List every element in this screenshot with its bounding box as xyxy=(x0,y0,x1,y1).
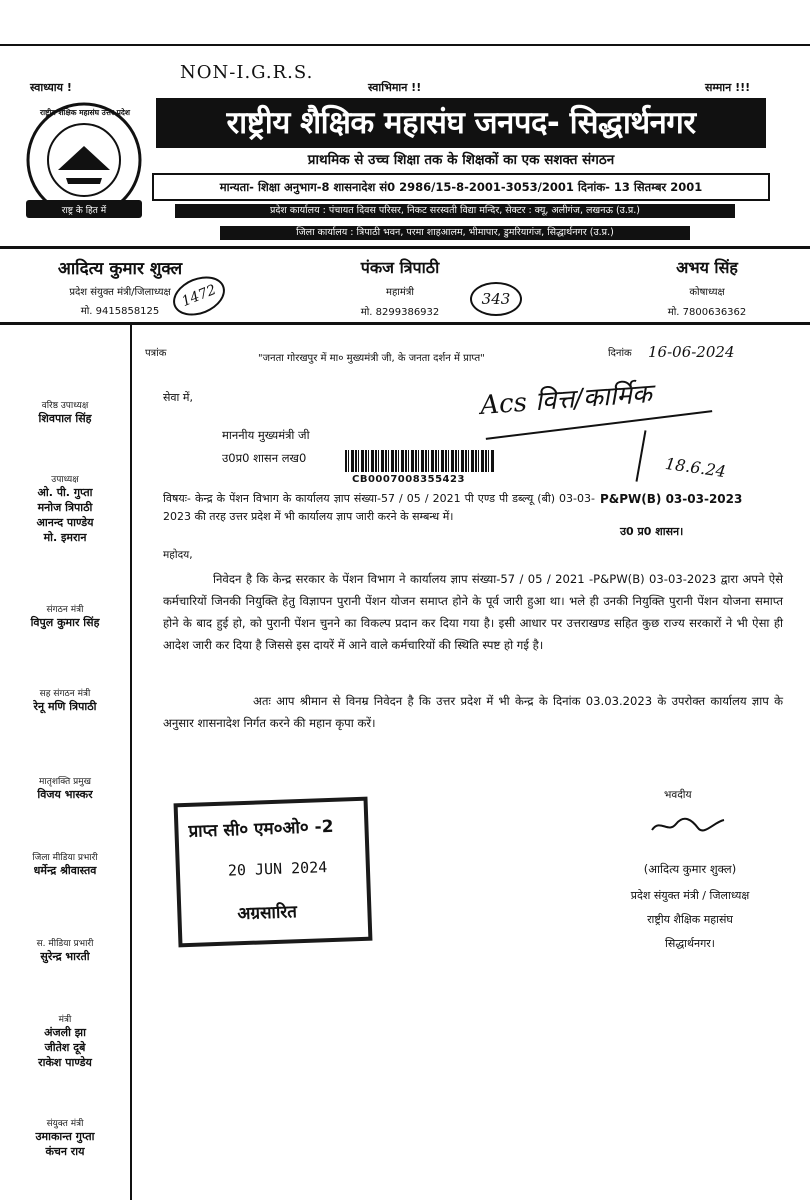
received-stamp-date: 20 JUN 2024 xyxy=(227,858,328,880)
body-paragraph-1: निवेदन है कि केन्द्र सरकार के पेंशन विभाग ने कार्यालय ज्ञाप संख्या-57 / 05 / 2021 -P&PW(B) 03-03-2023 द्वारा अपने ऐसे कर्मचारियों जिनकी नियुक्ति हेतु विज्ञापन पुरानी पेंशन योजन समाप्त होने के पूर्व जारी हुआ था। भले ही उनकी नियुक्ति पुरानी पेंशन योजना समाप्त होने के बाद हुई हो, को पुरानी पेंशन चुनने का विकल्प प्रदान कर दिया गया है। इसी आधार पर उत्तराखण्ड सहित कुछ राज्य सरकारों ने भी ऐसा ही आदेश जारी कर दिया है जिससे इस दायरें में आने वाले कर्मचारियों की स्थिति स्पष्ट हो गई है। xyxy=(163,572,783,652)
sidebar-name: कंचन राय xyxy=(45,1145,85,1158)
sidebar-block-media-incharge xyxy=(0,850,130,878)
motto-middle: स्वाभिमान !! xyxy=(368,81,422,94)
tagline: प्राथमिक से उच्च शिक्षा तक के शिक्षकों का एक सशक्त संगठन xyxy=(307,152,615,168)
to-label: सेवा में, xyxy=(163,391,193,404)
recognition-line: मान्यता- शिक्षा अनुभाग-8 शासनादेश सं0 2986/15-8-2001-3053/2001 दिनांक- 13 सितम्बर 2001 xyxy=(152,173,770,201)
cm-office-stamp-ref: P&PW(B) 03-03-2023 xyxy=(600,492,743,506)
signer-place: सिद्धार्थनगर। xyxy=(665,937,715,950)
signer-org: राष्ट्रीय शैक्षिक महासंघ xyxy=(647,913,733,926)
officer-treasurer-role: कोषाध्यक्ष xyxy=(689,287,725,298)
motto-right: सम्मान !!! xyxy=(705,81,751,94)
sidebar-block-social-media xyxy=(0,936,130,964)
officer-gs-name: पंकज त्रिपाठी xyxy=(360,258,440,277)
to-place: उ0प्र0 शासन लख0 xyxy=(222,451,307,465)
closing-yours-faithfully: भवदीय xyxy=(664,789,692,801)
sidebar-name: ओ. पी. गुप्ता xyxy=(37,486,93,499)
sidebar-role: सह संगठन मंत्री xyxy=(39,689,91,699)
sidebar-role: संयुक्त मंत्री xyxy=(46,1119,84,1129)
sidebar-name: जीतेश दूबे xyxy=(44,1041,86,1054)
officer-general-secretary xyxy=(300,256,500,318)
sidebar-name: मो. इमरान xyxy=(43,531,87,544)
officer-gs-role: महामंत्री xyxy=(386,287,414,298)
sidebar-name: विजय भास्कर xyxy=(37,788,93,801)
sidebar-name: आनन्द पाण्डेय xyxy=(36,516,94,529)
received-stamp xyxy=(174,797,373,948)
signer-role: प्रदेश संयुक्त मंत्री / जिलाध्यक्ष xyxy=(630,889,750,902)
sidebar-role: उपाध्यक्ष xyxy=(51,475,79,485)
logo-banner-text: राष्ट्र के हित में xyxy=(61,206,107,216)
date-value: 16-06-2024 xyxy=(648,343,735,361)
officer-president-mobile: मो. 9415858125 xyxy=(80,306,160,317)
sidebar-role: मातृशक्ति प्रमुख xyxy=(39,777,91,787)
officer-treasurer-mobile: मो. 7800636362 xyxy=(667,307,747,318)
sidebar-name: राकेश पाण्डेय xyxy=(38,1056,92,1069)
reference-subject-line: "जनता गोरखपुर में मा० मुख्यमंत्री जी, के जनता दर्शन में प्राप्त" xyxy=(258,353,485,364)
acs-handwritten-note: Acs वित्त/कार्मिक xyxy=(479,379,653,421)
received-stamp-forwarded: अग्रसारित xyxy=(237,902,298,925)
state-office-address: प्रदेश कार्यालय : पंचायत दिवस परिसर, निकट सरस्वती विद्या मन्दिर, सेक्टर : क्यू, अलीगंज, लखनऊ (उ.प्र.) xyxy=(175,204,735,218)
sidebar-block-joint-ministers xyxy=(0,1116,130,1159)
sidebar-block-vice-presidents xyxy=(0,472,130,545)
handwritten-received-date: 18.6.24 xyxy=(663,453,728,482)
motto-left: स्वाध्याय ! xyxy=(30,81,72,94)
sidebar-role: संगठन मंत्री xyxy=(46,605,84,615)
salutation: महोदय, xyxy=(163,549,193,561)
signature xyxy=(648,812,728,838)
sidebar-block-co-org-minister xyxy=(0,686,130,714)
sidebar-block-ministers xyxy=(0,1012,130,1070)
subject-paragraph: विषयः- केन्द्र के पेंशन विभाग के कार्यालय ज्ञाप संख्या-57 / 05 / 2021 पी एण्ड पी डब्ल्यू (बी) 03-03-2023 की तरह उत्तर प्रदेश में भी कार्यालय ज्ञाप जारी करने के सम्बन्ध में। xyxy=(163,492,595,523)
date-label: दिनांक xyxy=(608,348,632,359)
officer-treasurer-name: अभय सिंह xyxy=(676,258,738,277)
sidebar-name: रेनू मणि त्रिपाठी xyxy=(33,700,97,713)
district-office-address: जिला कार्यालय : त्रिपाठी भवन, परमा शाहआलम, भीमापार, डुमरियागंज, सिद्धार्थनगर (उ.प्र.) xyxy=(220,226,690,240)
sidebar-name: सुरेन्द्र भारती xyxy=(40,950,90,963)
sidebar-role: मंत्री xyxy=(58,1015,72,1025)
cm-office-stamp-line3: उ0 प्र0 शासन। xyxy=(620,525,684,538)
sidebar-block-org-minister xyxy=(0,602,130,630)
logo-ring-text: राष्ट्रीय शैक्षिक महासंघ उत्तर प्रदेश xyxy=(40,108,130,117)
to-name: माननीय मुख्यमंत्री जी xyxy=(222,428,310,442)
organization-title: राष्ट्रीय शैक्षिक महासंघ जनपद- सिद्धार्थनगर xyxy=(156,98,766,148)
officer-president-role: प्रदेश संयुक्त मंत्री/जिलाध्यक्ष xyxy=(69,287,171,298)
officer-gs-mobile: मो. 8299386932 xyxy=(360,307,440,318)
sidebar-name: धर्मेन्द्र श्रीवास्तव xyxy=(33,864,97,877)
signer-name: (आदित्य कुमार शुक्ल) xyxy=(643,862,737,876)
non-igrs-label: NON-I.G.R.S. xyxy=(180,62,314,83)
sidebar-role: स. मीडिया प्रभारी xyxy=(36,939,94,949)
sidebar-name: शिवपाल सिंह xyxy=(38,412,92,425)
officer-president-name: आदित्य कुमार शुक्ल xyxy=(57,259,183,279)
sidebar-name: विपुल कुमार सिंह xyxy=(30,616,100,629)
sidebar-role: जिला मीडिया प्रभारी xyxy=(32,853,98,863)
sidebar-block-senior-vp xyxy=(0,398,130,426)
sidebar-name: मनोज त्रिपाठी xyxy=(37,501,93,514)
circle-number-left-text: 1472 xyxy=(179,281,219,311)
barcode-number: CB0007008355423 xyxy=(352,474,465,485)
sidebar-block-women-head xyxy=(0,774,130,802)
sidebar-name: अंजली झा xyxy=(44,1026,86,1039)
reference-label: पत्रांक xyxy=(145,348,167,359)
body-paragraph-2: अतः आप श्रीमान से विनम्र निवेदन है कि उत्तर प्रदेश में भी केन्द्र के दिनांक 03.03.2023 के उपरोक्त कार्यालय ज्ञाप के अनुसार शासनादेश निर्गत करने की महान कृपा करें। xyxy=(163,694,783,730)
sidebar-role: वरिष्ठ उपाध्यक्ष xyxy=(41,401,89,411)
barcode xyxy=(345,450,495,472)
handwritten-circle-number-mid xyxy=(470,282,522,316)
sidebar-name: उमाकान्त गुप्ता xyxy=(35,1130,95,1143)
organization-logo xyxy=(16,100,154,225)
circle-number-mid-text: 343 xyxy=(481,290,511,308)
received-stamp-line1: प्राप्त सी० एम०ओ० -2 xyxy=(188,816,334,842)
officer-treasurer xyxy=(612,256,802,318)
